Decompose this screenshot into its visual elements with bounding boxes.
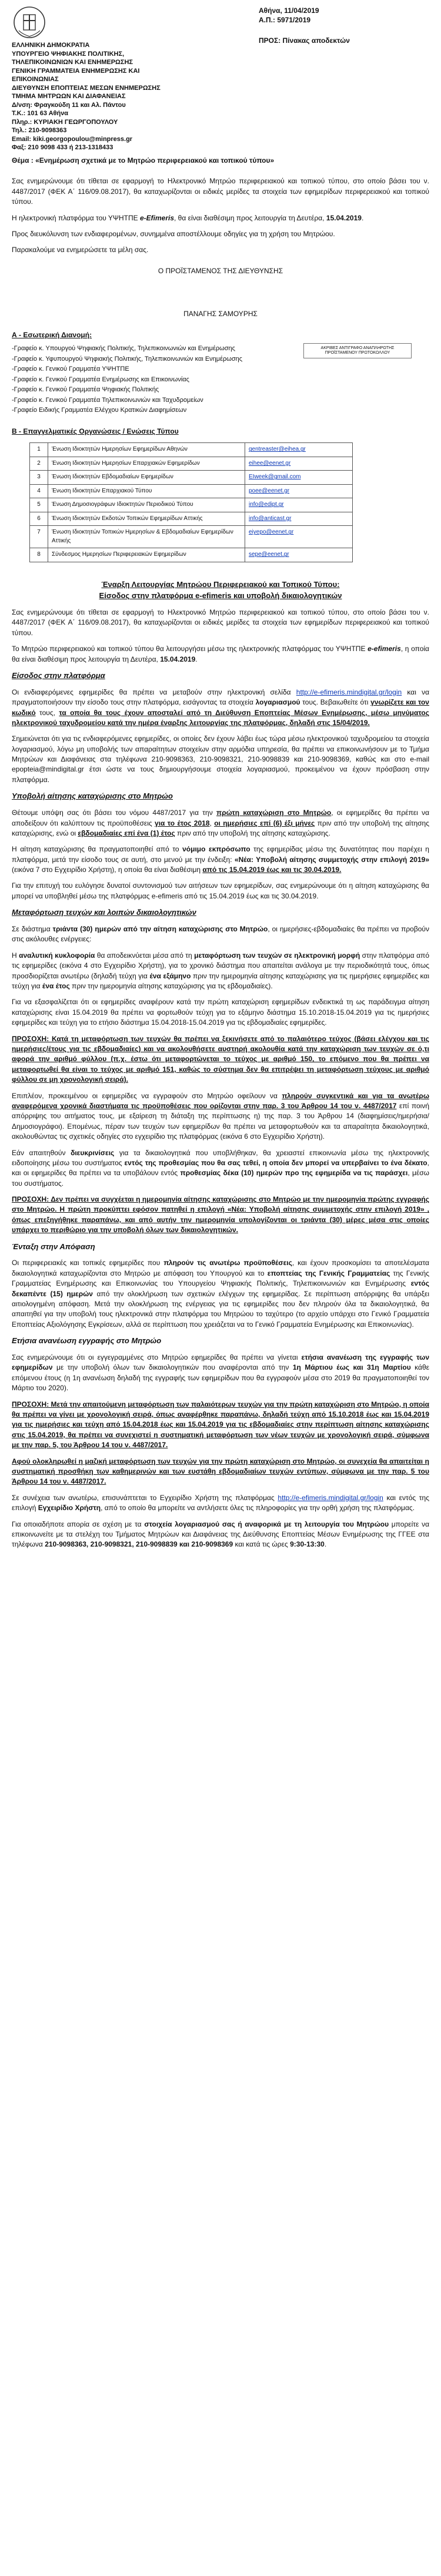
intro-paragraph-2: Η ηλεκτρονική πλατφόρμα του ΥΨΗΤΠΕ e-Efimeris, θα είναι διαθέσιμη προς λειτουργία τη Δευτέρα, 15.04.2019. <box>12 213 364 222</box>
union-email-cell <box>245 457 353 471</box>
docs-paragraph-4: Επιπλέον, προκειμένου οι εφημερίδες να εγγραφούν στο Μητρώο οφείλουν να πληρούν συγκεντικά και για τα ανωτέρω αναφερόμενα χρονικά διαστήματα τις προϋποθέσεις που ορίζονται στην παρ. 3 του Άρθρου 14 του ν. 4487/2017 επί ποινή απόρριψης του αιτήματος τους, με εξαίρεση τη διάταξη της περίπτωσης η) της παρ. 3 του Άρθρου 14 (διαφημίσεις/ημερήσια/Δημοσιογράφοι). Επομένως, πέραν των τευχών των εφημερίδων θα πρέπει να μεταφορτωθούν και τα απαραίτητα δικαιολογητικά, ακολουθώντας τις σχετικές οδηγίες στο εγχειρίδιο της πλατφόρμας (εικόνα 6 στο Εγχειρίδιο Χρήστη). <box>12 1091 429 1141</box>
row-number: 5 <box>30 498 48 512</box>
union-name: Ένωση Ιδιοκτητών Εκδοτών Τοπικών Εφημερίδων Αττικής <box>48 512 245 526</box>
union-email-link[interactable]: gentreaster@eihea.gr <box>249 446 306 453</box>
union-name: Ένωση Ιδιοκτητών Εβδομαδιαίων Εφημερίδων <box>48 471 245 485</box>
decision-paragraph: Οι περιφερειακές και τοπικές εφημερίδες που πληρούν τις ανωτέρω προϋποθέσεις, και έχουν προσκομίσει τα αποτελέσματα δικαιολογητικά καταχωρίζονται στο Μητρώο με απόφαση του Υπουργού και το εποπτείας της Γενικής Γραμματείας της Γενικής Γραμματείας Ενημέρωσης και Επικοινωνίας του Υπουργείου Ψηφιακής Πολιτικής, Τηλεπικοινωνιών και Ενημέρωσης εντός δεκαπέντε (15) ημερών από την ολοκλήρωση των σχετικών ελέγχων της εφημερίδας. Σε περίπτωση απόρριψης θα υπάρξει αιτιολογημένη απόφαση. Μετά την ολοκλήρωση της ενέργειας για τις εφημερίδες που δεν πληρούν όλα τα δικαιολογητικά, θα απαιτηθεί για την υποβολή τους ηλεκτρονικά στην πλατφόρμα του Μητρώου το ταχύτερο (το αρχείο υπάρχει στο Γενικό Γραμματεία Εποπτείας Αξιολόγησης Εγκρίσεων, αλλά σε περίπτωση που χρειάζεται να το Γενικό Γραμματεία Ενημέρωσης και Επικοινωνίας). <box>12 1259 429 1329</box>
letter-header <box>0 0 441 156</box>
row-number: 6 <box>30 512 48 526</box>
table-row <box>30 526 353 548</box>
union-name: Ένωση Ιδιοκτητών Ημερησίων Επαρχιακών Εφημερίδων <box>48 457 245 471</box>
note-systematic-upload: Αφού ολοκληρωθεί η μαζική μεταφόρτωση των τευχών για την πρώτη καταχώριση στο Μητρώο, οι συνεχεία θα απαιτείται η συστηματική προσθήκη των καθημερινών και των ευστάθη εβδομαδιαίων τευχών εντύπων, σύμφωνα με την παρ. 5 του Άρθρου 14 του ν. 4487/2017. <box>12 1457 429 1486</box>
union-email-link[interactable]: EIweek@gmail.com <box>249 474 301 481</box>
union-email-cell <box>245 443 353 457</box>
union-email-link[interactable]: sepe@eenet.gr <box>249 551 289 558</box>
docs-paragraph-5: Εάν απαιτηθούν διευκρινίσεις για τα δικαιολογητικά που υποβλήθηκαν, θα χρειαστεί επικοινωνία μέσω της ηλεκτρονικής ειδοποίησης μέσω του συστήματος εντός της προθεσμίας που θα σας τεθεί, η οποία δεν μπορεί να υπερβαίνει το ένα δέκατο, και οι εφημερίδες θα πρέπει να τα υποβάλουν εντός προθεσμίας δέκα (10) ημερών προ της εφημερίδα να τις παράσχει, μέσω του συστήματος. <box>12 1148 429 1188</box>
final-paragraph-1: Σε συνέχεια των ανωτέρω, επισυνάπτεται το Εγχειρίδιο Χρήστη της πλατφόρμας http://e-efimeris.mindigital.gr/login και εντός της επιλογή Εγχειρίδιο Χρήστη, από το οποίο θα μπορείτε να αντλήσετε όλες τις πληροφορίες για την ορθή χρήση της πλατφόρμας. <box>12 1493 430 1512</box>
annual-paragraph: Σας ενημερώνουμε ότι οι εγγεγραμμένες στο Μητρώο εφημερίδες θα πρέπει να γίνεται ετήσια ανανέωση της εγγραφής των εφημερίδων με την υποβολή όλων των δικαιολογητικών που αναφέρονται από την 1η Μάρτιου έως και 31η Μαρτίου κάθε επόμενου έτους (η 1η ανανέωση δηλαδή της εγγραφής των εφημερίδων που θα εγγραφούν μέσα στο 2019 θα πραγματοποιηθεί τον Μάρτιο του 2020). <box>12 1353 429 1393</box>
heading-decision: Ένταξη στην Απόφαση <box>12 1242 95 1251</box>
request-paragraph-1: Θέτουμε υπόψη σας ότι βάσει του νόμου 4487/2017 για την πρώτη καταχώριση στο Μητρώο, οι εφημερίδες θα πρέπει να αποδείξουν ότι καλύπτουν τις προϋποθέσεις για το έτος 2018, οι ημερήσιες επί (6) έξι μήνες πριν από την υποβολή της αίτησης καταχώρισης, ενώ οι εβδομαδιαίες επί ένα (1) έτος πριν από την υποβολή της αίτησης καταχώρισης. <box>12 809 430 837</box>
document-date: Αθήνα, 11/04/2019 <box>259 6 319 15</box>
organization-line: Τηλ.: 210-9098363 <box>12 127 67 135</box>
row-number: 7 <box>30 526 48 548</box>
recipient-item: -Γραφείο κ. Γενικού Γραμματέα Τηλεπικοινωνιών και Ταχυδρομείων <box>12 396 203 404</box>
protocol-number: Α.Π.: 5971/2019 <box>259 16 311 25</box>
heading-entry: Είσοδος στην πλατφόρμα <box>12 670 105 680</box>
note-upload-continuation: ΠΡΟΣΟΧΗ: Μετά την απαιτούμενη μεταφόρτωση των παλαιότερων τευχών για την πρώτη καταχώριση στο Μητρώο, η οποία θα πρέπει να γίνει με χρονολογική σειρά, όπως αναφέρθηκε παραπάνω, δηλαδή τεύχη από 15.10.2018 έως και 15.04.2019 για τις ημερήσιες και τεύχη από 15.04.2018 έως και 15.04.2019 για τις εβδομαδιαίες στην περίπτωση αίτησης καταχώρισης στις 15.04.2019, θα πρέπει να συνεχιστεί η συστηματική μεταφόρτωση των νέων τευχών με χρονολογική σειρά, σύμφωνα με την παρ. 5, του Άρθρου 14 του ν. 4487/2017. <box>12 1400 429 1450</box>
union-email-cell <box>245 526 353 548</box>
intro-paragraph-1: Σας ενημερώνουμε ότι τίθεται σε εφαρμογή το Ηλεκτρονικό Μητρώο περιφερειακού και τοπικού τύπου, στο οποίο βάσει του ν. 4487/2017 (ΦΕΚ Α΄ 116/09.08.2017), θα καταχωρίζονται οι ειδικές μερίδες τα στοιχεία των εφημερίδων περιφερειακού και τοπικού τύπου. <box>12 177 429 206</box>
docs-paragraph-3: Για να εξασφαλίζεται ότι οι εφημερίδες αναφέρουν κατά την πρώτη καταχώριση εφημερίδων ενδεικτικά τη ως παράδειγμα αίτηση καταχώρισης είναι 15.04.2019 θα πρέπει να φορτωθούν τεύχη για το εξάμηνο διάστημα 15.10.2018-15.04.2019 για τις ημερήσιες εφημερίδες και τεύχη για το ετήσιο διάστημα 15.04.2018-15.04.2019 για τις εβδομαδιαίες εφημερίδες. <box>12 998 429 1027</box>
signature-name: ΠΑΝΑΓΗΣ ΣΑΜΟΥΡΗΣ <box>183 310 258 318</box>
organization-line: Email: kiki.georgopoulou@minpress.gr <box>12 135 133 143</box>
unions-title: Β - Επαγγελματικές Οργανώσεις / Ενώσεις Τύπου <box>12 427 179 436</box>
union-email-cell <box>245 498 353 512</box>
recipient-item: -Γραφείο κ. Γενικού Γραμματέα ΥΨΗΤΠΕ <box>12 365 129 373</box>
signature-role: Ο ΠΡΟΪΣΤΑΜΕΝΟΣ ΤΗΣ ΔΙΕΥΘΥΝΣΗΣ <box>158 266 283 275</box>
union-email-cell <box>245 484 353 498</box>
union-name: Σύνδεσμος Ημερησίων Περιφερειακών Εφημερίδων <box>48 548 245 562</box>
organization-line: ΕΛΛΗΝΙΚΗ ΔΗΜΟΚΡΑΤΙΑ <box>12 42 90 49</box>
entry-paragraph-2: Σημειώνεται ότι για τις ενδιαφερόμενες εφημερίδες, οι οποίες δεν έχουν λάβει έως τώρα μέσω ηλεκτρονικού ταχυδρομείου τα στοιχεία λογαριασμού, λόγω μη υποβολής των απαραίτητων στοιχείων στην αρμόδια υπηρεσία, θα πρέπει να επικοινωνήσουν με το Τμήμα Μητρώων και Διαφάνειας στα τηλέφωνα 210-9098363, 210-9098321, 210-9098839 και 210-9098369, καθώς και στο e-mail epopteia@mindigital.gr έτσι ώστε να τους δημιουργήσουμε στοιχεία λογαριασμού, προκειμένου να έχουν πρόσβαση στην πλατφόρμα. <box>12 734 429 784</box>
table-row <box>30 443 353 457</box>
platform-login-link[interactable]: http://e-efimeris.mindigital.gr/login <box>296 687 402 696</box>
organization-line: Τ.Κ.: 101 63 Αθήνα <box>12 110 69 118</box>
recipient-item: -Γραφείο κ. Υφυπουργού Ψηφιακής Πολιτικής, Τηλεπικοινωνιών και Ενημέρωσης <box>12 355 243 363</box>
organization-line: ΤΜΗΜΑ ΜΗΤΡΩΩΝ ΚΑΙ ΔΙΑΦΑΝΕΙΑΣ <box>12 93 126 100</box>
recipient-item: -Γραφείο κ. Γενικού Γραμματέα Ψηφιακής Πολιτικής <box>12 386 159 394</box>
row-number: 3 <box>30 471 48 485</box>
note-request-date: ΠΡΟΣΟΧΗ: Δεν πρέπει να συγχέεται η ημερομηνία αίτησης καταχώρισης στο Μητρώο με την ημερομηνία πρώτης εγγραφής στο Μητρώο. Η πρώτη προκύπτει εφόσον πατηθεί η επιλογή «Νέα: Υποβολή αίτησης συμμετοχής στην επιλογή 2019» , όπως επεξηγήθηκε παραπάνω, και από αυτήν την ημερομηνία υπολογίζονται οι τριάντα (30) μέρες μέσα στις οποίες υπάρχει το περιθώριο για την υποβολή όλων των δικαιολογητικών. <box>12 1195 429 1235</box>
heading-request: Υποβολή αίτησης καταχώρισης στο Μητρώο <box>12 791 173 801</box>
union-name: Ένωση Ιδιοκτητών Επαρχιακού Τύπου <box>48 484 245 498</box>
union-email-link[interactable]: poee@eenet.gr <box>249 487 290 494</box>
greek-emblem-icon <box>12 5 47 40</box>
instr-paragraph-1: Σας ενημερώνουμε ότι τίθεται σε εφαρμογή το Ηλεκτρονικό Μητρώο περιφερειακού και τοπικού τύπου, στο οποίο βάσει του ν. 4487/2017 (ΦΕΚ Α΄ 116/09.08.2017), θα καταχωρίζονται οι ειδικές μερίδες τα στοιχεία των εφημερίδων περιφερειακού και τοπικού τύπου. <box>12 608 429 637</box>
union-email-cell <box>245 471 353 485</box>
organization-line: ΤΗΛΕΠΙΚΟΙΝΩΝΙΩΝ ΚΑΙ ΕΝΗΜΕΡΩΣΗΣ <box>12 59 133 66</box>
recipient-item: -Γραφείο κ. Γενικού Γραμματέα Ενημέρωσης και Επικοινωνίας <box>12 375 189 383</box>
union-email-link[interactable]: info@anticast.gr <box>249 515 292 522</box>
recipient-line: ΠΡΟΣ: Πίνακας αποδεκτών <box>259 36 350 45</box>
instructions-title: Έναρξη Λειτουργίας Μητρώου Περιφερειακού και Τοπικού Τύπου: Είσοδος στην πλατφόρμα e-efimeris και υποβολή δικαιολογητικών <box>99 579 342 601</box>
recipient-item: -Γραφείο Ειδικής Γραμματέα Ελέγχου Κρατικών Διαφημίσεων <box>12 407 187 414</box>
organization-line: Φαξ: 210 9098 433 ή 213-1318433 <box>12 144 113 152</box>
true-copy-stamp: ΑΚΡΙΒΕΣ ΑΝΤΙΓΡΑΦΟ ΑΝΑΠΛΗΡΩΤΗΣ ΠΡΟΪΣΤΑΜΕΝΟΥ ΠΡΩΤΟΚΟΛΛΟΥ <box>303 343 412 359</box>
union-email-cell <box>245 548 353 562</box>
entry-paragraph-1: Οι ενδιαφερόμενες εφημερίδες θα πρέπει να μεταβούν στην ηλεκτρονική σελίδα http://e-efimeris.mindigital.gr/login και να πραγματοποιήσουν την είσοδο τους στην πλατφόρμα, εισάγοντας τα στοιχεία λογαριασμού τους. Βεβαιωθείτε ότι γνωρίζετε και τον κωδικό τους, τα οποία θα τους έχουν αποσταλεί από τη Διεύθυνση Εποπτείας Μέσων Ενημέρωσης, μέσω μηνύματος ηλεκτρονικού ταχυδρομείου κατά την ημέρα έναρξης λειτουργίας της πλατφόρμας, δηλαδή στις 15/04/2019. <box>12 687 430 727</box>
union-name: Ένωση Ιδιοκτητών Τοπικών Ημερησίων & Εβδομαδιαίων Εφημερίδων Αττικής <box>48 526 245 548</box>
organization-line: ΓΕΝΙΚΗ ΓΡΑΜΜΑΤΕΙΑ ΕΝΗΜΕΡΩΣΗΣ ΚΑΙ <box>12 67 140 75</box>
internal-distribution <box>12 330 429 417</box>
row-number: 8 <box>30 548 48 562</box>
request-paragraph-3: Για την επιτυχή του ευλόγησε δυνατοί συντονισμού των αιτήσεων των εφημερίδων, σας ενημερώνουμε ότι η αίτηση καταχώρισης θα μπορεί να υποβληθεί μέσω της πλατφόρμας e-efimeris από τις 15.04.2019 έως και τις 30.04.2019. <box>12 881 429 900</box>
union-email-link[interactable]: info@edipt.gr <box>249 501 284 508</box>
table-row <box>30 457 353 471</box>
row-number: 1 <box>30 443 48 457</box>
union-email-link[interactable]: eihee@eenet.gr <box>249 459 291 467</box>
organization-line: ΔΙΕΥΘΥΝΣΗ ΕΠΟΠΤΕΙΑΣ ΜΕΣΩΝ ΕΝΗΜΕΡΩΣΗΣ <box>12 84 161 92</box>
organization-line: Πληρ.: ΚΥΡΙΑΚΗ ΓΕΩΡΓΟΠΟΥΛΟΥ <box>12 118 118 126</box>
organization-line: Δ/νση: Φραγκούδη 11 και Αλ. Πάντου <box>12 101 126 109</box>
request-paragraph-2: Η αίτηση καταχώρισης θα πραγματοποιηθεί από το νόμιμο εκπρόσωπο της εφημερίδας μέσω της δυνατότητας που παρέχει η πλατφόρμα, μετά την είσοδο τους σε αυτή, στο μενού με την ένδειξη: «Νέα: Υποβολή αίτησης συμμετοχής στην επιλογή 2019» (εικόνα 7 στο Εγχειρίδιο Χρήστη), η οποία θα είναι διαθέσιμη από τις 15.04.2019 έως και τις 30.04.2019. <box>12 845 429 874</box>
note-upload-order: ΠΡΟΣΟΧΗ: Κατά τη μεταφόρτωση των τευχών θα πρέπει να ξεκινήσετε από το παλαιότερο τεύχος (βάσει ελέγχου και τις ημερήσιες/έτους για τις εβδομαδιαίες) και να ακολουθήσετε αυστηρή ακολουθία κατά την καταχώριση των τευχών σε ό,τι αφορά την αριθμό φύλλου (π.χ. έστω ότι μεταφορτώνεται το τεύχος με αριθμό 150, το επόμενο που θα πρέπει να μεταφορτωθεί θα είναι το τεύχος με αριθμό 151, καθώς το σύστημα δεν θα επιτρέψει τη μεταφόρτωση τεύχους με αριθμό φύλλου σε μη χρονολογική σειρά). <box>12 1034 429 1084</box>
document-body <box>12 156 429 1550</box>
docs-paragraph-1: Σε διάστημα τριάντα (30) ημερών από την αίτηση καταχώρισης στο Μητρώο, οι ημερήσιες-εβδομαδιαίες θα πρέπει να προβούν στις ακόλουθες ενέργειες: <box>12 925 429 944</box>
table-row <box>30 512 353 526</box>
intro-paragraph-3: Προς διευκόλυνση των ενδιαφερομένων, συνημμένα αποστέλλουμε οδηγίες για τη χρήση του Μητρώου. <box>12 229 335 238</box>
subject-line: Θέμα : «Ενημέρωση σχετικά με το Μητρώο περιφερειακού και τοπικού τύπου» <box>12 156 275 165</box>
table-row <box>30 548 353 562</box>
union-name: Ένωση Ιδιοκτητών Ημερησίων Εφημερίδων Αθηνών <box>48 443 245 457</box>
organization-line: ΥΠΟΥΡΓΕΙΟ ΨΗΦΙΑΚΗΣ ΠΟΛΙΤΙΚΗΣ, <box>12 50 125 58</box>
table-row <box>30 484 353 498</box>
organization-line: ΕΠΙΚΟΙΝΩΝΙΑΣ <box>12 76 59 83</box>
table-row <box>30 471 353 485</box>
row-number: 2 <box>30 457 48 471</box>
union-email-link[interactable]: eiyepo@eenet.gr <box>249 529 294 536</box>
heading-documents: Μεταφόρτωση τευχών και λοιπών δικαιολογητικών <box>12 908 196 917</box>
unions-table <box>29 442 353 562</box>
instr-paragraph-2: Το Μητρώο περιφερειακού και τοπικού τύπου θα λειτουργήσει μέσω της ηλεκτρονικής πλατφόρμας του ΥΨΗΤΠΕ e-efimeris, η οποία θα είναι διαθέσιμη προς λειτουργία τη Δευτέρα, 15.04.2019. <box>12 645 429 663</box>
organization-address <box>12 41 223 152</box>
final-paragraph-2: Για οποιαδήποτε απορία σε σχέση με τα στοιχεία λογαριασμού σας ή αναφορικά με τη λειτουργία του Μητρώου μπορείτε να επικοινωνείτε με τα στελέχη του Τμήματος Μητρώων και Διαφάνειας της Διεύθυνσης Εποπτείας Μέσων Ενημέρωσης της ΓΓΕΕ στα τηλέφωνα 210-9098363, 210-9098321, 210-9098839 και 210-9098369 και κατά τις ώρες 9:30-13:30. <box>12 1520 430 1549</box>
manual-platform-link[interactable]: http://e-efimeris.mindigital.gr/login <box>278 1493 383 1502</box>
union-email-cell <box>245 512 353 526</box>
recipient-item: -Γραφείο κ. Υπουργού Ψηφιακής Πολιτικής, Τηλεπικοινωνιών και Ενημέρωσης <box>12 344 235 352</box>
docs-paragraph-2: Η αναλυτική κυκλοφορία θα αποδεικνύεται μέσα από τη μεταφόρτωση των τευχών σε ηλεκτρονική μορφή στην πλατφόρμα από τις εφημερίδες (εικόνα 4 στο Εγχειρίδιο Χρήστη), για το χρονικό διάστημα που απαιτείται ανάλογα με την περιοδικότητά τους, όπως προσδιορίζεται ανωτέρω (δηλαδή τεύχη για ένα εξάμηνο πριν την ημερομηνία αίτησης καταχώρισης για τις ημερήσιες εφημερίδες και τεύχη για ένα έτος πριν την ημερομηνία αίτησης καταχώρισης για τις εβδομαδιαίες). <box>12 951 430 991</box>
internal-distribution-title: Α - Εσωτερική Διανομή: <box>12 330 92 339</box>
heading-annual-renewal: Ετήσια ανανέωση εγγραφής στο Μητρώο <box>12 1336 162 1346</box>
intro-paragraph-4: Παρακαλούμε να ενημερώσετε τα μέλη σας. <box>12 246 149 254</box>
row-number: 4 <box>30 484 48 498</box>
date-reference <box>259 6 319 25</box>
union-name: Ένωση Δημοσιογράφων Ιδιοκτητών Περιοδικού Τύπου <box>48 498 245 512</box>
table-row <box>30 498 353 512</box>
